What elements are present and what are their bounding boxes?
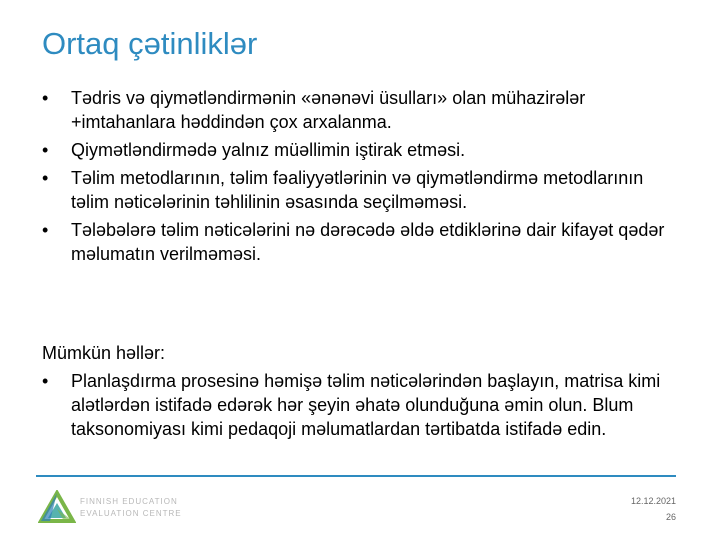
list-item-text: Təlim metodlarının, təlim fəaliyyətlərinin və qiymətləndirmə metodlarının təlim nəticələrinin təhlilinin əsasında seçilməməsi. — [71, 168, 644, 212]
solutions-heading: Mümkün həllər: — [42, 343, 166, 363]
organization-logo-icon — [38, 490, 76, 528]
bullet-marker: • — [42, 140, 49, 160]
list-item — [42, 218, 682, 266]
logo-text-line: FINNISH EDUCATION — [80, 497, 178, 506]
list-item — [42, 166, 682, 214]
list-item-text: Planlaşdırma prosesinə həmişə təlim nəticələrindən başlayın, matrisa kimi alətlərdən istifadə edərək hər şeyin əhatə olunduğuna əmin olun. Blum taksonomiyası kimi pedaqoji məlumatlardan tərtibatda istifadə edin. — [71, 371, 661, 439]
footer-divider — [36, 475, 676, 477]
list-item-text: Tələbələrə təlim nəticələrini nə dərəcədə əldə etdiklərinə dair kifayət qədər məlumatın verilməməsi. — [71, 220, 665, 264]
bullet-marker: • — [42, 168, 49, 188]
slide-title: Ortaq çətinliklər — [42, 26, 258, 61]
list-item — [42, 369, 682, 441]
bullet-marker: • — [42, 88, 49, 108]
list-item-text: Tədris və qiymətləndirmənin «ənənəvi üsulları» olan mühazirələr +imtahanlara həddindən çox arxalanma. — [71, 88, 586, 132]
footer-date: 12.12.2021 — [630, 496, 676, 506]
challenges-list — [42, 86, 682, 270]
bullet-marker: • — [42, 220, 49, 240]
page-number: 26 — [665, 512, 676, 522]
list-item-text: Qiymətləndirmədə yalnız müəllimin iştirak etməsi. — [71, 140, 466, 160]
list-item — [42, 86, 682, 134]
solutions-list — [42, 369, 682, 441]
organization-name — [80, 496, 182, 520]
list-item — [42, 138, 682, 162]
logo-text-line: EVALUATION CENTRE — [80, 509, 182, 518]
bullet-marker: • — [42, 371, 49, 391]
